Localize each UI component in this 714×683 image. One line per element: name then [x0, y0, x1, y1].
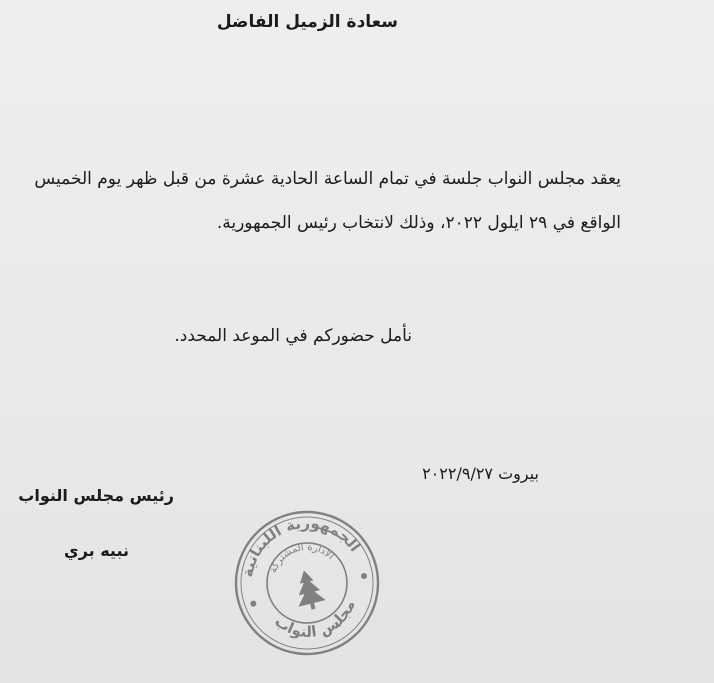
place-date: بيروت ٢٠٢٢/٩/٢٧	[422, 464, 539, 483]
seal-inner-text: الادارة المشتركة	[267, 541, 336, 575]
closing-line: نأمل حضوركم في الموعد المحدد.	[174, 326, 412, 346]
body-line-1: يعقد مجلس النواب جلسة في تمام الساعة الحادية عشرة من قبل ظهر يوم الخميس	[34, 169, 621, 189]
seal-bottom-text: مجلس النواب	[271, 597, 359, 641]
parliament-seal	[216, 492, 398, 674]
seal-star-right-icon	[360, 572, 367, 579]
body-line-2: الواقع في ٢٩ ايلول ٢٠٢٢، وذلك لانتخاب رئيس الجمهورية.	[216, 213, 621, 233]
signatory-title: رئيس مجلس النواب	[18, 486, 174, 505]
seal-outer-text: الجمهورية اللبنانية	[238, 513, 365, 579]
seal-star-left-icon	[250, 600, 257, 607]
cedar-emblem-icon	[290, 567, 327, 613]
salutation: سعادة الزميل الفاضل	[216, 12, 398, 32]
signatory-name: نبيه بري	[64, 541, 129, 560]
